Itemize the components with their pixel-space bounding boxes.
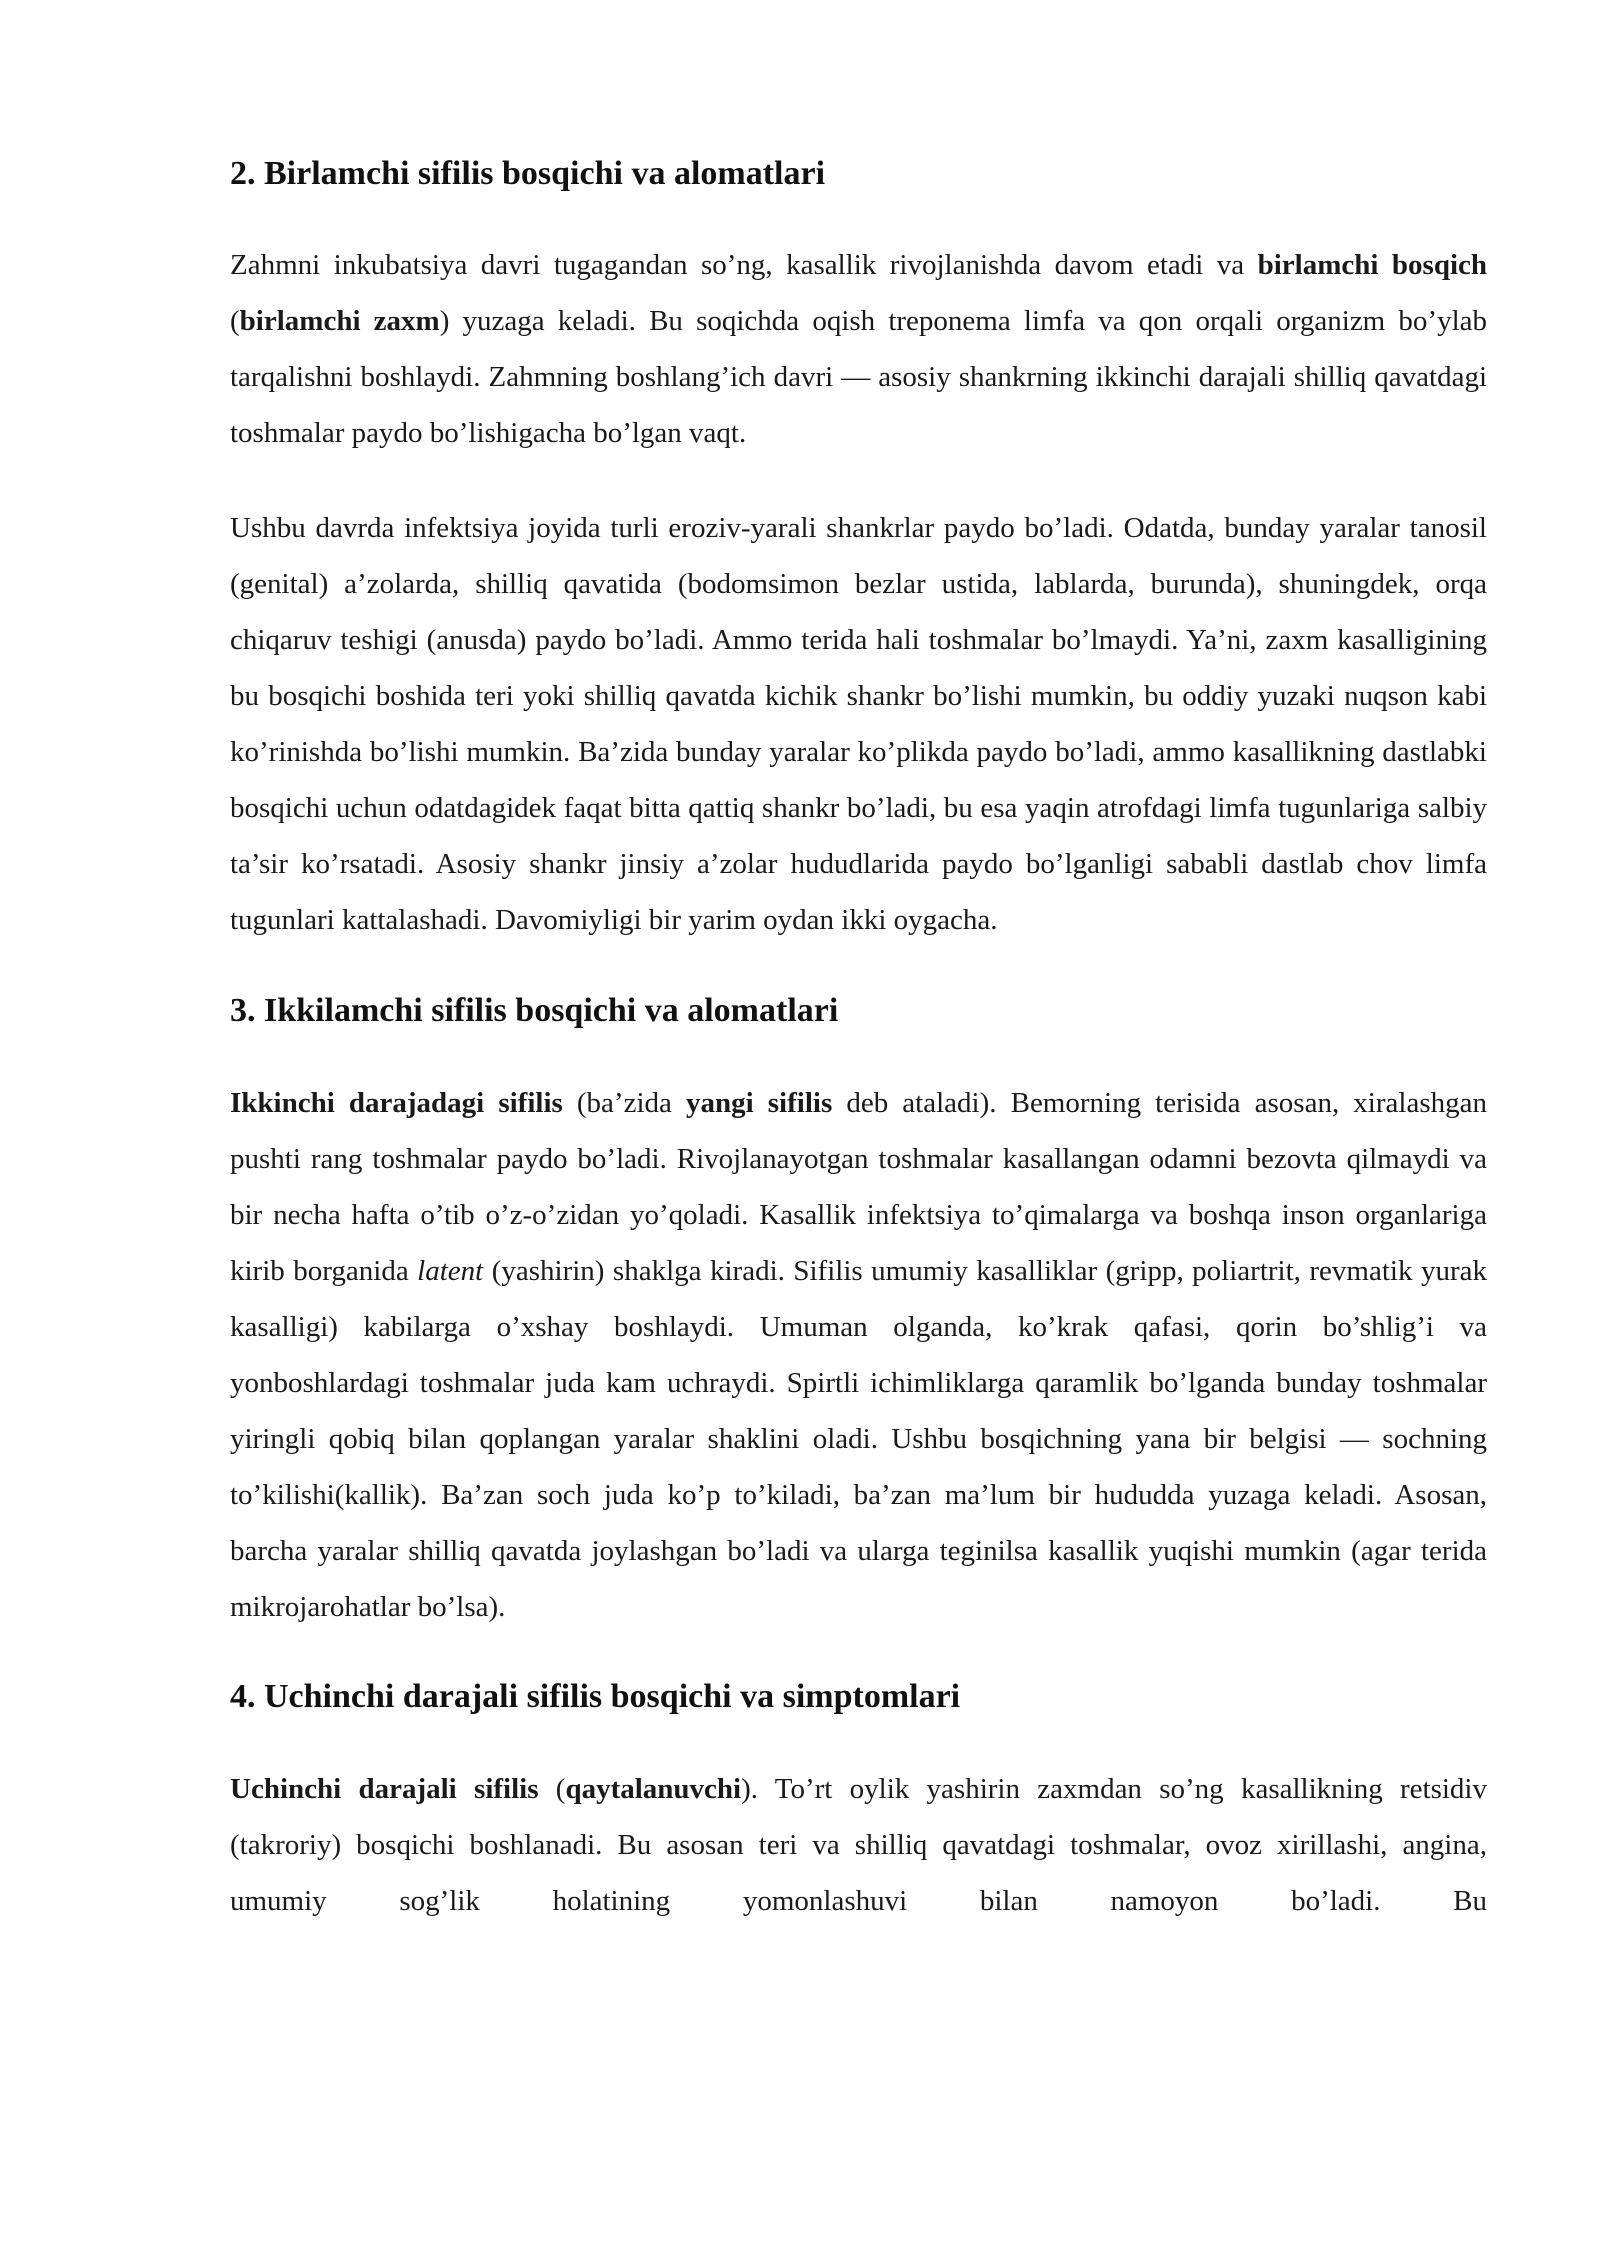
- section-heading: 4. Uchinchi darajali sifilis bosqichi va simptomlari: [230, 1678, 961, 1715]
- bold-term: qaytalanuvchi: [565, 1773, 742, 1805]
- text-run: ). To’rt oylik yashirin zaxmdan so’ng kasallikning retsidiv (takroriy) bosqichi boshlanadi. Bu asosan teri va shilliq qavatdagi toshmalar, ovoz xirillashi, angina, umumiy sog’lik holatining yomonlashuvi bilan namoyon bo’ladi. Bu: [230, 1773, 1487, 1917]
- bold-term: birlamchi bosqich: [1257, 249, 1488, 281]
- italic-term: latent: [417, 1255, 484, 1287]
- paragraph: [230, 237, 1487, 461]
- bold-term: yangi sifilis: [685, 1087, 833, 1119]
- paragraph: [230, 500, 1487, 948]
- text-run: (: [538, 1773, 566, 1805]
- document-page: [230, 150, 1487, 1929]
- paragraph: [230, 1075, 1487, 1635]
- text-run: (yashirin) shaklga kiradi. Sifilis umumiy kasalliklar (gripp, poliartrit, revmatik yurak kasalligi) kabilarga o’xshay boshlaydi. Umuman olganda, ko’krak qafasi, qorin bo’shlig’i va yonboshlardagi toshmalar juda kam uchraydi. Spirtli ichimliklarga qaramlik bo’lganda bunday toshmalar yiringli qobiq bilan qoplangan yaralar shaklini oladi. Ushbu bosqichning yana bir belgisi — sochning to’kilishi(kallik). Ba’zan soch juda ko’p to’kiladi, ba’zan ma’lum bir hududda yuzaga keladi. Asosan, barcha yaralar shilliq qavatda joylashgan bo’ladi va ularga teginilsa kasallik yuqishi mumkin (agar terida mikrojarohatlar bo’lsa).: [230, 1255, 1487, 1623]
- bold-term: Uchinchi darajali sifilis: [230, 1773, 539, 1805]
- text-run: ) yuzaga keladi. Bu soqichda oqish treponema limfa va qon orqali organizm bo’ylab tarqalishni boshlaydi. Zahmning boshlang’ich davri — asosiy shankrning ikkinchi darajali shilliq qavatdagi toshmalar paydo bo’lishigacha bo’lgan vaqt.: [230, 305, 1487, 449]
- text-run: Ushbu davrda infektsiya joyida turli eroziv-yarali shankrlar paydo bo’ladi. Odatda, bunday yaralar tanosil (genital) a’zolarda, shilliq qavatida (bodomsimon bezlar ustida, lablarda, burunda), shuningdek, orqa chiqaruv teshigi (anusda) paydo bo’ladi. Ammo terida hali toshmalar bo’lmaydi. Ya’ni, zaxm kasalligining bu bosqichi boshida teri yoki shilliq qavatda kichik shankr bo’lishi mumkin, bu oddiy yuzaki nuqson kabi ko’rinishda bo’lishi mumkin. Ba’zida bunday yaralar ko’plikda paydo bo’ladi, ammo kasallikning dastlabki bosqichi uchun odatdagidek faqat bitta qattiq shankr bo’ladi, bu esa yaqin atrofdagi limfa tugunlariga salbiy ta’sir ko’rsatadi. Asosiy shankr jinsiy a’zolar hududlarida paydo bo’lganligi sababli dastlab chov limfa tugunlari kattalashadi. Davomiyligi bir yarim oydan ikki oygacha.: [230, 512, 1487, 936]
- text-run: (: [230, 305, 240, 337]
- text-run: deb ataladi). Bemorning terisida asosan, xiralashgan pushti rang toshmalar paydo bo’ladi. Rivojlanayotgan toshmalar kasallangan odamni bezovta qilmaydi va bir necha hafta o’tib o’z-o’zidan yo’qoladi. Kasallik infektsiya to’qimalarga va boshqa inson organlariga kirib borganida: [230, 1087, 1487, 1287]
- bold-term: birlamchi zaxm: [239, 305, 440, 337]
- paragraph: [230, 1761, 1487, 1929]
- text-run: Zahmni inkubatsiya davri tugagandan so’ng, kasallik rivojlanishda davom etadi va: [230, 249, 1258, 281]
- text-run: (ba’zida: [562, 1087, 686, 1119]
- bold-term: Ikkinchi darajadagi sifilis: [230, 1087, 563, 1119]
- section-heading: 3. Ikkilamchi sifilis bosqichi va alomatlari: [230, 992, 839, 1029]
- section-heading: 2. Birlamchi sifilis bosqichi va alomatlari: [230, 155, 826, 192]
